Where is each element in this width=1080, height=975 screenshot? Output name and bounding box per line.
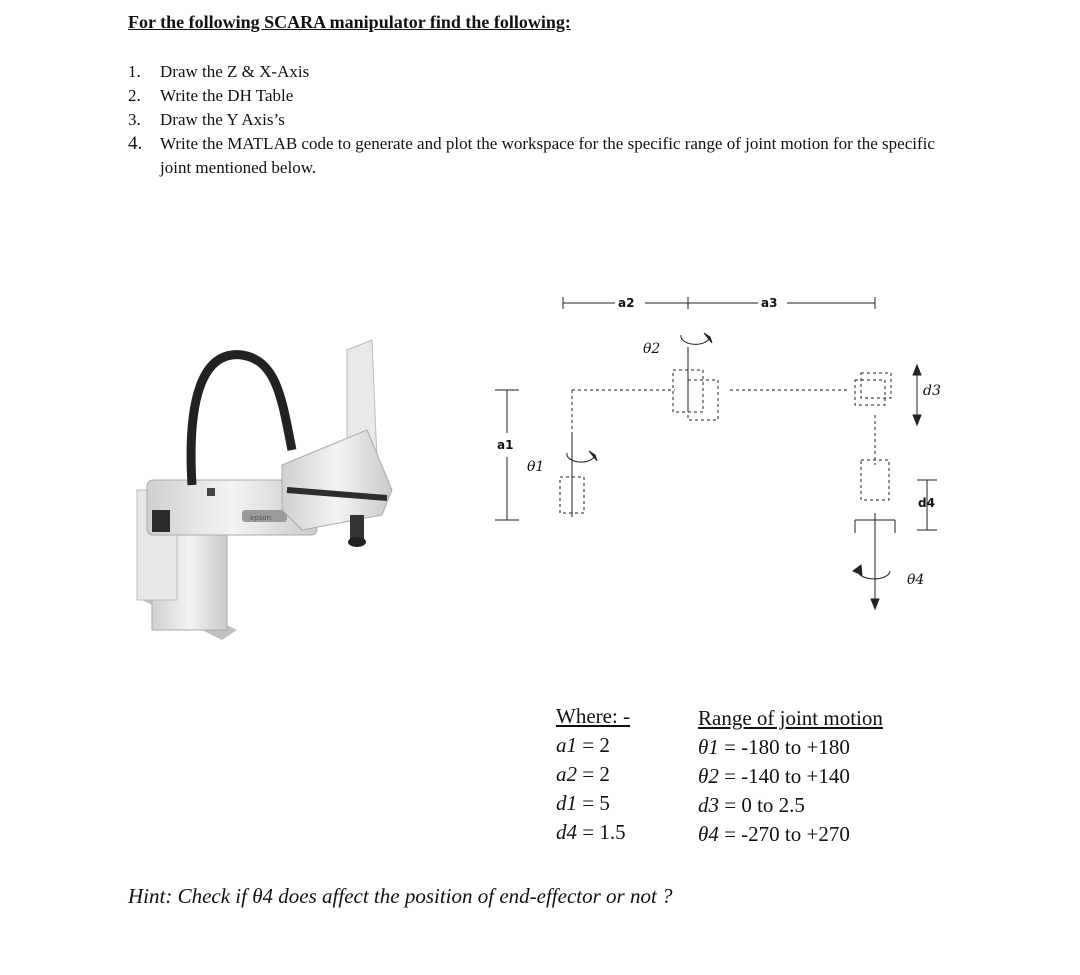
joint-range-list: [698, 704, 883, 849]
range-theta1: [698, 733, 883, 762]
param-value: = 2: [577, 733, 610, 757]
param-symbol: d1: [556, 791, 577, 815]
task-list: [128, 60, 948, 180]
page-title: For the following SCARA manipulator find the following:: [128, 12, 571, 32]
param-symbol: a1: [556, 733, 577, 757]
range-value: = -180 to +180: [718, 735, 850, 759]
scara-robot-image: [132, 330, 462, 660]
range-value: = -270 to +270: [718, 822, 850, 846]
param-a2: [556, 760, 630, 789]
param-symbol: d4: [556, 820, 577, 844]
params-heading: Where: -: [556, 704, 631, 728]
robot-brand-label: epson: [250, 514, 272, 522]
param-a1: [556, 731, 630, 760]
range-symbol: θ2: [698, 764, 719, 788]
task-text: Write the DH Table: [160, 86, 294, 105]
task-item: [128, 84, 948, 108]
kinematic-diagram: [485, 285, 965, 615]
task-text: Write the MATLAB code to generate and plot the workspace for the specific range of joint motion for the specific joint mentioned below.: [160, 134, 935, 177]
a2-label: a2: [618, 296, 635, 310]
range-symbol: θ1: [698, 735, 719, 759]
task-number: 1.: [128, 62, 141, 81]
ranges-heading: Range of joint motion: [698, 706, 883, 730]
theta1-label: θ1: [527, 459, 545, 475]
param-symbol: a2: [556, 762, 577, 786]
range-theta2: [698, 762, 883, 791]
theta2-label: θ2: [643, 341, 661, 357]
range-d3: [698, 791, 883, 820]
param-d1: [556, 789, 630, 818]
a3-label: a3: [761, 296, 778, 310]
task-item: [128, 132, 948, 180]
task-item: [128, 60, 948, 84]
param-value: = 1.5: [577, 820, 626, 844]
range-value: = -140 to +140: [718, 764, 850, 788]
hint-text: Hint: Check if θ4 does affect the position of end-effector or not ?: [128, 884, 673, 908]
param-value: = 2: [577, 762, 610, 786]
task-text: Draw the Y Axis’s: [160, 110, 285, 129]
param-value: = 5: [577, 791, 610, 815]
parameter-list: [556, 702, 630, 847]
d4-label: d4: [918, 496, 935, 510]
range-symbol: d3: [698, 793, 719, 817]
task-text: Draw the Z & X-Axis: [160, 62, 310, 81]
range-theta4: [698, 820, 883, 849]
param-d4: [556, 818, 630, 847]
d3-label: d3: [923, 383, 941, 399]
task-number: 2.: [128, 86, 141, 105]
task-number: 4.: [128, 133, 143, 154]
task-number: 3.: [128, 110, 141, 129]
task-item: [128, 108, 948, 132]
theta4-label: θ4: [907, 572, 925, 588]
range-value: = 0 to 2.5: [719, 793, 805, 817]
a1-label: a1: [497, 438, 514, 452]
range-symbol: θ4: [698, 822, 719, 846]
